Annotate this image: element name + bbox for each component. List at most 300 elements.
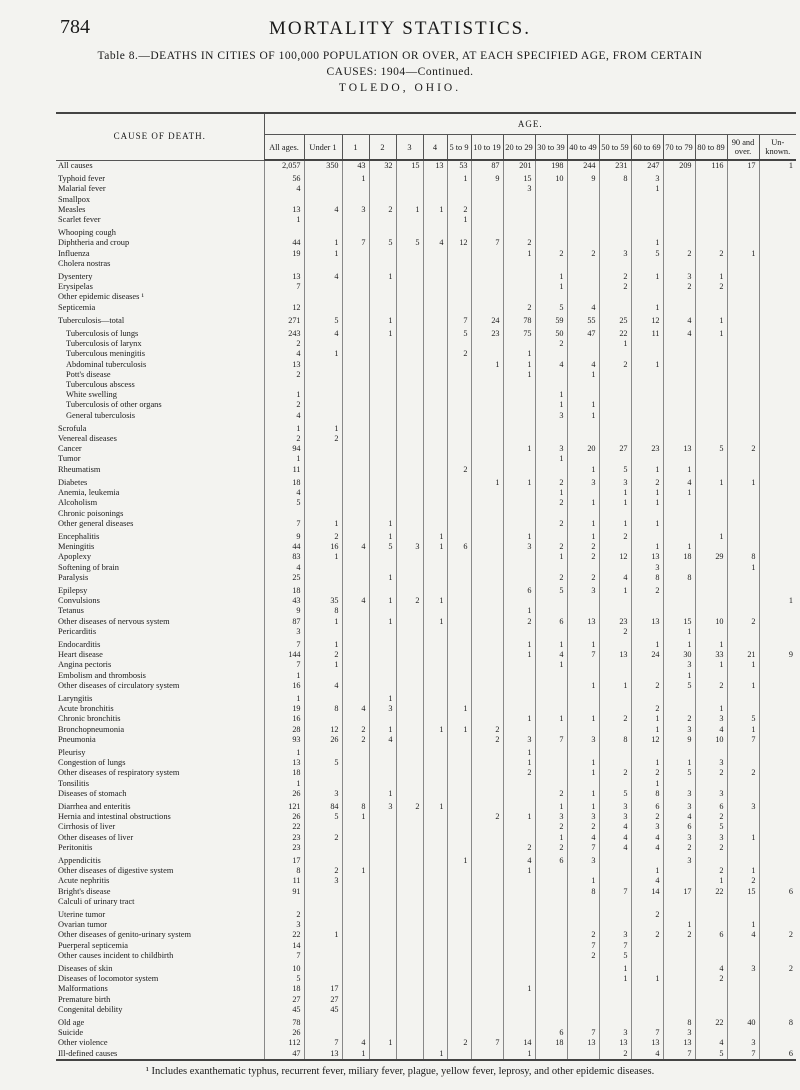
death-count-cell: 1 xyxy=(567,519,599,529)
death-count-cell xyxy=(342,941,369,951)
death-count-cell: 30 xyxy=(663,650,695,660)
death-count-cell: 18 xyxy=(264,984,304,994)
death-count-cell xyxy=(369,907,396,920)
death-count-cell: 1 xyxy=(631,238,663,248)
death-count-cell xyxy=(759,822,796,832)
death-count-cell xyxy=(631,339,663,349)
death-count-cell: 1 xyxy=(695,529,727,542)
death-count-cell xyxy=(423,313,447,326)
death-count-cell xyxy=(471,768,503,778)
death-count-cell xyxy=(727,542,759,552)
death-count-cell: 16 xyxy=(264,714,304,724)
death-count-cell xyxy=(759,843,796,853)
table-row xyxy=(56,725,796,735)
death-count-cell xyxy=(304,454,342,464)
death-count-cell: 2 xyxy=(471,725,503,735)
death-count-cell xyxy=(759,360,796,370)
death-count-cell xyxy=(342,339,369,349)
death-count-cell xyxy=(369,606,396,616)
cause-label: Angina pectoris xyxy=(58,660,112,670)
death-count-cell xyxy=(304,583,342,596)
death-count-cell xyxy=(369,812,396,822)
death-count-cell xyxy=(759,454,796,464)
death-count-cell: 2 xyxy=(369,205,396,215)
death-count-cell: 2 xyxy=(396,596,423,606)
death-count-cell: 4 xyxy=(695,725,727,735)
death-count-cell xyxy=(369,171,396,184)
death-count-cell xyxy=(396,225,423,238)
death-count-cell xyxy=(695,542,727,552)
death-count-cell xyxy=(631,411,663,421)
death-count-cell xyxy=(369,768,396,778)
death-count-cell xyxy=(471,853,503,866)
death-count-cell xyxy=(342,822,369,832)
death-count-cell xyxy=(304,853,342,866)
death-count-cell xyxy=(304,184,342,194)
death-count-cell xyxy=(695,995,727,1005)
cause-label: Convulsions xyxy=(58,596,100,606)
death-count-cell xyxy=(759,542,796,552)
death-count-cell: 3 xyxy=(535,812,567,822)
death-count-cell xyxy=(369,866,396,876)
table-row xyxy=(56,160,796,171)
death-count-cell: 2 xyxy=(535,822,567,832)
death-count-cell: 1 xyxy=(369,529,396,542)
death-count-cell xyxy=(423,465,447,475)
cause-label: Smallpox xyxy=(58,194,91,204)
death-count-cell: 2 xyxy=(535,789,567,799)
death-count-cell: 1 xyxy=(503,812,535,822)
death-count-cell: 16 xyxy=(304,542,342,552)
death-count-cell xyxy=(396,444,423,454)
death-count-cell xyxy=(447,488,471,498)
death-count-cell: 7 xyxy=(447,313,471,326)
death-count-cell xyxy=(423,400,447,410)
death-count-cell xyxy=(631,509,663,519)
table-title-continued: CAUSES: 1904—Continued. xyxy=(326,66,474,78)
death-count-cell xyxy=(369,195,396,205)
death-count-cell xyxy=(727,671,759,681)
death-count-cell xyxy=(369,339,396,349)
death-count-cell xyxy=(396,1028,423,1038)
death-count-cell: 1 xyxy=(264,454,304,464)
death-count-cell: 8 xyxy=(663,1015,695,1028)
death-count-cell xyxy=(599,225,631,238)
cause-label: Diseases of stomach xyxy=(58,788,127,798)
death-count-cell: 10 xyxy=(264,961,304,974)
death-count-cell: 13 xyxy=(631,1038,663,1048)
death-count-cell xyxy=(396,735,423,745)
death-count-cell xyxy=(759,768,796,778)
death-count-cell: 1 xyxy=(304,552,342,562)
death-count-cell xyxy=(503,779,535,789)
table-row xyxy=(56,704,796,714)
death-count-cell xyxy=(396,282,423,292)
death-count-cell xyxy=(423,380,447,390)
death-count-cell: 35 xyxy=(304,596,342,606)
table-row xyxy=(56,465,796,475)
cause-label: General tuberculosis xyxy=(66,410,136,420)
death-count-cell: 7 xyxy=(264,660,304,670)
death-count-cell xyxy=(503,704,535,714)
death-count-cell: 1 xyxy=(342,171,369,184)
death-count-cell xyxy=(535,529,567,542)
death-count-cell: 17 xyxy=(727,160,759,171)
death-count-cell xyxy=(369,184,396,194)
cause-label: Diseases of skin xyxy=(58,964,113,974)
death-count-cell xyxy=(535,995,567,1005)
death-count-cell xyxy=(759,380,796,390)
death-count-cell xyxy=(599,184,631,194)
death-count-cell: 2 xyxy=(695,249,727,259)
death-count-cell xyxy=(396,454,423,464)
cause-label: Alcoholism xyxy=(58,498,98,508)
death-count-cell xyxy=(503,887,535,897)
death-count-cell: 26 xyxy=(304,735,342,745)
death-count-cell xyxy=(423,843,447,853)
death-count-cell: 21 xyxy=(727,650,759,660)
death-count-cell xyxy=(727,691,759,704)
death-count-cell xyxy=(535,681,567,691)
death-count-cell xyxy=(631,691,663,704)
cause-label: Pneumonia xyxy=(58,734,96,744)
death-count-cell xyxy=(471,660,503,670)
death-count-cell xyxy=(447,650,471,660)
death-count-cell xyxy=(342,282,369,292)
death-count-cell: 2 xyxy=(264,370,304,380)
death-count-cell xyxy=(727,583,759,596)
death-count-cell xyxy=(342,215,369,225)
death-count-cell xyxy=(396,725,423,735)
death-count-cell: 3 xyxy=(535,411,567,421)
death-count-cell xyxy=(727,704,759,714)
death-count-cell: 1 xyxy=(535,833,567,843)
death-count-cell xyxy=(304,941,342,951)
death-count-cell xyxy=(599,637,631,650)
death-count-cell: 3 xyxy=(663,799,695,812)
table-row xyxy=(56,390,796,400)
death-count-cell: 2 xyxy=(503,617,535,627)
death-count-cell: 1 xyxy=(567,411,599,421)
cause-label: Bright's disease xyxy=(58,886,111,896)
death-count-cell xyxy=(759,563,796,573)
death-count-cell xyxy=(423,421,447,434)
death-count-cell: 27 xyxy=(264,995,304,1005)
death-count-cell: 4 xyxy=(599,822,631,832)
death-count-cell xyxy=(567,691,599,704)
death-count-cell: 2 xyxy=(535,249,567,259)
death-count-cell: 271 xyxy=(264,313,304,326)
death-count-cell xyxy=(599,704,631,714)
death-count-cell xyxy=(567,725,599,735)
death-count-cell xyxy=(727,789,759,799)
death-count-cell: 1 xyxy=(396,205,423,215)
death-count-cell: 18 xyxy=(535,1038,567,1048)
death-count-cell xyxy=(447,509,471,519)
death-count-cell xyxy=(759,225,796,238)
death-count-cell: 1 xyxy=(567,714,599,724)
death-count-cell: 26 xyxy=(264,1028,304,1038)
death-count-cell: 17 xyxy=(264,853,304,866)
death-count-cell: 7 xyxy=(471,1038,503,1048)
death-count-cell xyxy=(396,995,423,1005)
death-count-cell: 2 xyxy=(599,627,631,637)
death-count-cell xyxy=(759,475,796,488)
death-count-cell xyxy=(759,488,796,498)
death-count-cell xyxy=(423,349,447,359)
cause-label: Peritonitis xyxy=(58,842,93,852)
death-count-cell xyxy=(447,583,471,596)
death-count-cell xyxy=(342,930,369,940)
death-count-cell xyxy=(471,339,503,349)
death-count-cell xyxy=(447,303,471,313)
death-count-cell xyxy=(663,205,695,215)
death-count-cell xyxy=(663,876,695,886)
death-count-cell: 1 xyxy=(599,339,631,349)
death-count-cell xyxy=(471,583,503,596)
death-count-cell xyxy=(695,434,727,444)
death-count-cell: 13 xyxy=(663,444,695,454)
death-count-cell xyxy=(471,617,503,627)
death-count-cell xyxy=(369,779,396,789)
death-count-cell xyxy=(759,529,796,542)
death-count-cell xyxy=(423,833,447,843)
death-count-cell xyxy=(695,360,727,370)
death-count-cell xyxy=(447,681,471,691)
death-count-cell xyxy=(423,974,447,984)
death-count-cell xyxy=(304,671,342,681)
death-count-cell xyxy=(423,812,447,822)
death-count-cell xyxy=(567,563,599,573)
death-count-cell xyxy=(369,249,396,259)
death-count-cell xyxy=(471,509,503,519)
death-count-cell: 1 xyxy=(535,552,567,562)
death-count-cell xyxy=(567,509,599,519)
cause-label: Laryngitis xyxy=(58,693,93,703)
death-count-cell xyxy=(567,627,599,637)
death-count-cell: 6 xyxy=(759,1049,796,1060)
death-count-cell: 1 xyxy=(304,249,342,259)
death-count-cell xyxy=(471,843,503,853)
death-count-cell xyxy=(759,171,796,184)
death-count-cell xyxy=(396,360,423,370)
death-count-cell: 2 xyxy=(599,360,631,370)
death-count-cell xyxy=(423,171,447,184)
death-count-cell xyxy=(727,951,759,961)
death-count-cell xyxy=(663,941,695,951)
death-count-cell xyxy=(503,920,535,930)
death-count-cell xyxy=(759,249,796,259)
death-count-cell: 1 xyxy=(264,421,304,434)
death-count-cell xyxy=(663,519,695,529)
death-count-cell: 3 xyxy=(727,1038,759,1048)
table-row xyxy=(56,349,796,359)
death-count-cell: 7 xyxy=(727,1049,759,1060)
death-count-cell: 2 xyxy=(503,303,535,313)
death-count-cell xyxy=(342,195,369,205)
death-count-cell xyxy=(567,1005,599,1015)
death-count-cell xyxy=(369,400,396,410)
death-count-cell xyxy=(342,650,369,660)
death-count-cell xyxy=(631,596,663,606)
death-count-cell xyxy=(369,951,396,961)
death-count-cell: 2 xyxy=(663,714,695,724)
death-count-cell xyxy=(396,984,423,994)
cause-label: Pericarditis xyxy=(58,626,97,636)
death-count-cell xyxy=(727,498,759,508)
death-count-cell xyxy=(535,238,567,248)
death-count-cell xyxy=(447,951,471,961)
death-count-cell: 8 xyxy=(631,573,663,583)
death-count-cell xyxy=(342,475,369,488)
death-count-cell xyxy=(342,184,369,194)
death-count-cell xyxy=(264,292,304,302)
cause-label: Pleurisy xyxy=(58,747,86,757)
death-count-cell xyxy=(599,542,631,552)
death-count-cell: 6 xyxy=(631,799,663,812)
age-column-header: 3 xyxy=(396,135,423,161)
death-count-cell xyxy=(695,238,727,248)
death-count-cell: 4 xyxy=(663,313,695,326)
death-count-cell xyxy=(369,758,396,768)
death-count-cell: 7 xyxy=(567,843,599,853)
death-count-cell: 8 xyxy=(663,573,695,583)
death-count-cell xyxy=(759,866,796,876)
death-count-cell xyxy=(369,509,396,519)
death-count-cell xyxy=(663,745,695,758)
death-count-cell xyxy=(567,671,599,681)
page-number: 784 xyxy=(60,16,90,38)
death-count-cell: 4 xyxy=(535,360,567,370)
death-count-cell xyxy=(695,380,727,390)
death-count-cell xyxy=(447,768,471,778)
death-count-cell xyxy=(471,833,503,843)
death-count-cell: 5 xyxy=(264,498,304,508)
death-count-cell xyxy=(369,995,396,1005)
death-count-cell xyxy=(304,509,342,519)
death-count-cell xyxy=(631,627,663,637)
death-count-cell xyxy=(503,215,535,225)
death-count-cell xyxy=(663,606,695,616)
death-count-cell xyxy=(396,951,423,961)
death-count-cell xyxy=(447,745,471,758)
death-count-cell: 1 xyxy=(567,370,599,380)
death-count-cell: 3 xyxy=(599,799,631,812)
death-count-cell xyxy=(396,370,423,380)
death-count-cell: 5 xyxy=(369,542,396,552)
death-count-cell xyxy=(447,282,471,292)
death-count-cell xyxy=(663,1005,695,1015)
table-row xyxy=(56,509,796,519)
table-row xyxy=(56,961,796,974)
cause-label: Chronic bronchitis xyxy=(58,714,121,724)
death-count-cell xyxy=(471,941,503,951)
death-count-cell xyxy=(535,195,567,205)
death-count-cell xyxy=(727,238,759,248)
table-row xyxy=(56,1015,796,1028)
death-count-cell: 45 xyxy=(264,1005,304,1015)
death-count-cell xyxy=(369,259,396,269)
death-count-cell xyxy=(727,171,759,184)
death-count-cell xyxy=(264,225,304,238)
death-count-cell xyxy=(304,951,342,961)
death-count-cell xyxy=(567,282,599,292)
death-count-cell xyxy=(396,691,423,704)
death-count-cell xyxy=(471,380,503,390)
death-count-cell xyxy=(396,292,423,302)
death-count-cell xyxy=(471,552,503,562)
death-count-cell xyxy=(727,421,759,434)
death-count-cell: 1 xyxy=(727,249,759,259)
death-count-cell xyxy=(631,853,663,866)
death-count-cell xyxy=(535,563,567,573)
death-count-cell xyxy=(727,259,759,269)
death-count-cell: 2 xyxy=(567,249,599,259)
death-count-cell xyxy=(342,907,369,920)
death-count-cell xyxy=(727,313,759,326)
death-count-cell xyxy=(695,573,727,583)
death-count-cell: 43 xyxy=(342,160,369,171)
death-count-cell xyxy=(759,671,796,681)
death-count-cell: 2 xyxy=(631,907,663,920)
death-count-cell: 1 xyxy=(567,799,599,812)
death-count-cell xyxy=(423,259,447,269)
death-count-cell xyxy=(759,326,796,339)
cause-label: Septicemia xyxy=(58,302,96,312)
death-count-cell xyxy=(304,779,342,789)
death-count-cell xyxy=(727,303,759,313)
death-count-cell: 1 xyxy=(631,465,663,475)
death-count-cell xyxy=(396,184,423,194)
death-count-cell: 7 xyxy=(663,1049,695,1060)
death-count-cell: 5 xyxy=(369,238,396,248)
death-count-cell xyxy=(471,691,503,704)
death-count-cell xyxy=(396,843,423,853)
death-count-cell xyxy=(567,907,599,920)
death-count-cell xyxy=(599,259,631,269)
death-count-cell xyxy=(695,745,727,758)
death-count-cell xyxy=(567,596,599,606)
death-count-cell: 1 xyxy=(727,920,759,930)
death-count-cell xyxy=(567,434,599,444)
death-count-cell xyxy=(396,269,423,282)
death-count-cell xyxy=(631,215,663,225)
cause-label: Tetanus xyxy=(58,606,84,616)
cause-label: Other epidemic diseases ¹ xyxy=(58,292,144,302)
death-count-cell xyxy=(304,563,342,573)
death-count-cell xyxy=(423,704,447,714)
table-row xyxy=(56,454,796,464)
table-row xyxy=(56,380,796,390)
death-count-cell: 9 xyxy=(567,171,599,184)
death-count-cell xyxy=(535,704,567,714)
death-count-cell xyxy=(369,349,396,359)
death-count-cell xyxy=(304,573,342,583)
running-head: MORTALITY STATISTICS. xyxy=(269,18,531,39)
death-count-cell xyxy=(631,660,663,670)
death-count-cell xyxy=(342,434,369,444)
death-count-cell: 1 xyxy=(342,1049,369,1060)
death-count-cell: 15 xyxy=(727,887,759,897)
death-count-cell xyxy=(471,488,503,498)
death-count-cell xyxy=(447,225,471,238)
death-count-cell xyxy=(369,681,396,691)
death-count-cell xyxy=(503,789,535,799)
death-count-cell: 29 xyxy=(695,552,727,562)
cause-label: Hernia and intestinal obstructions xyxy=(58,812,171,822)
death-count-cell: 13 xyxy=(264,269,304,282)
death-count-cell xyxy=(304,843,342,853)
